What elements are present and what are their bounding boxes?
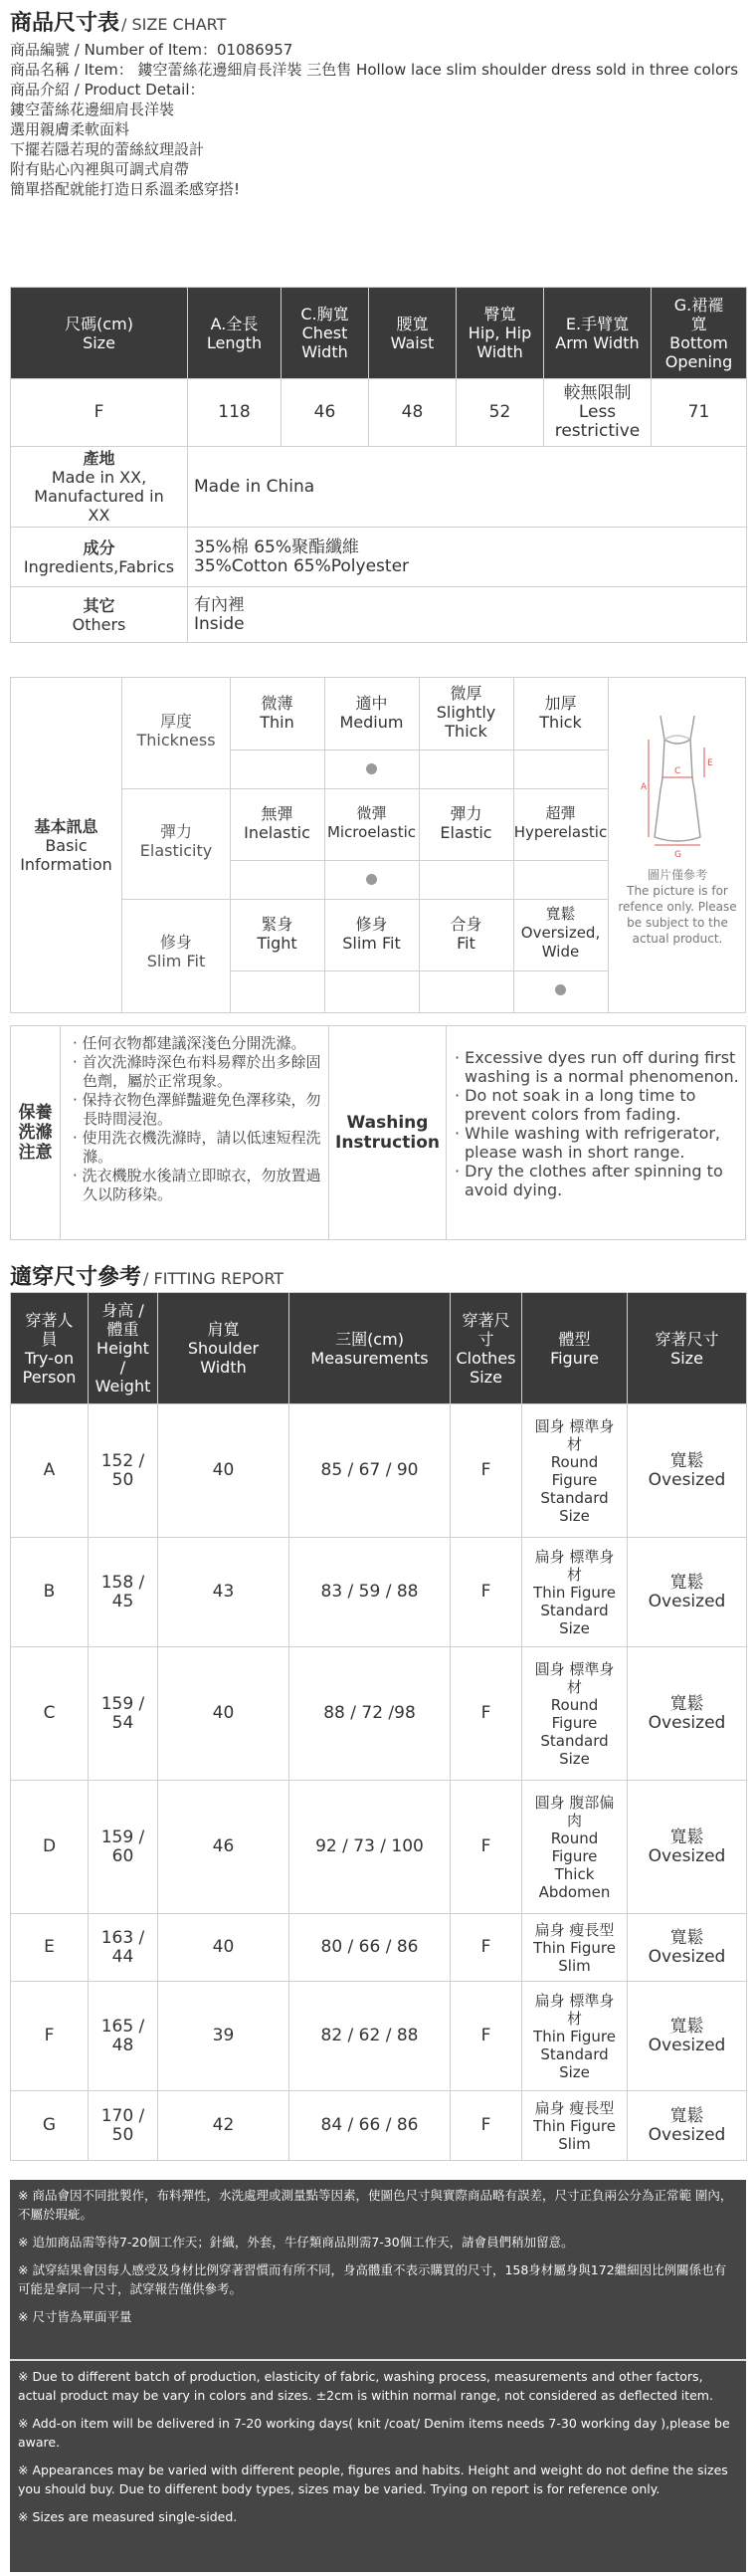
try-on-person-header: 穿著人 員 Try-on Person bbox=[11, 1293, 89, 1404]
note-en: ※ Sizes are measured single-sided. bbox=[18, 2509, 238, 2524]
height-weight: 159 / 54 bbox=[89, 1647, 158, 1781]
thickness-option-thin: 微薄 Thin bbox=[260, 694, 294, 732]
origin-label: 產地 Made in XX, Manufactured in XX bbox=[11, 447, 188, 528]
fitting-row bbox=[11, 1647, 747, 1781]
fit-result: 寬鬆 Ovesized bbox=[628, 1781, 747, 1914]
elasticity-option-microelastic: 微彈 Microelastic bbox=[326, 804, 417, 841]
product-detail-line: 下擺若隱若現的蕾絲紋理設計 bbox=[10, 140, 205, 158]
fit-result: 寬鬆 Ovesized bbox=[628, 1538, 747, 1647]
measurements: 84 / 66 / 86 bbox=[289, 2091, 451, 2161]
fitting-title-en: / FITTING REPORT bbox=[143, 1269, 284, 1288]
fit-size-header: 穿著尺寸 Size bbox=[628, 1293, 747, 1404]
fit-result: 寬鬆 Ovesized bbox=[628, 2091, 747, 2161]
thickness-option-medium: 適中 Medium bbox=[339, 694, 404, 732]
fit-option-oversized: 寬鬆 Oversized, Wide bbox=[520, 905, 601, 961]
note-en: ※ Appearances may be varied with different people, figures and habits. Height and weight do not define the sizes you should buy. Due to different body types, sizes may be varied. Trying on report is for reference only. bbox=[18, 2463, 728, 2496]
fitting-row bbox=[11, 1404, 747, 1538]
fit-option-fit: 合身 Fit bbox=[450, 915, 482, 953]
fitting-title-zh: 適穿尺寸參考 bbox=[10, 1265, 142, 1290]
others-value: 有內裡 Inside bbox=[188, 587, 747, 643]
measurements-header: 三圍(cm) Measurements bbox=[289, 1293, 451, 1404]
basic-info-panel bbox=[10, 677, 746, 1013]
fit-result: 寬鬆 Ovesized bbox=[628, 1647, 747, 1781]
washing-instructions-zh bbox=[61, 1026, 329, 1239]
washing-item-zh: · 使用洗衣機洗滌時，請以低速短程洗滌。 bbox=[73, 1129, 321, 1166]
elasticity-selected-dot bbox=[366, 874, 377, 885]
waist-value: 48 bbox=[369, 379, 457, 447]
shoulder-width: 39 bbox=[158, 1982, 289, 2091]
thickness-option-slightly-thick: 微厚 Slightly Thick bbox=[436, 684, 496, 741]
product-detail-line: 鏤空蕾絲花邊細肩長洋裝 bbox=[10, 101, 175, 118]
washing-label-en: Washing Instruction bbox=[329, 1026, 447, 1239]
fitting-row bbox=[11, 1781, 747, 1914]
person-name: G bbox=[11, 2091, 89, 2161]
fit-option-tight: 緊身 Tight bbox=[257, 915, 297, 953]
dress-diagram bbox=[608, 678, 745, 1012]
thickness-label: 厚度 Thickness bbox=[136, 712, 216, 750]
size-chart-title-en: / SIZE CHART bbox=[121, 15, 227, 34]
note-zh: ※ 試穿結果會因每人感受及身材比例穿著習慣而有所不同，身高體重不表示購買的尺寸，158身材屬身與172繼細因比例關係也有可能是拿同一尺寸，試穿報告僅供參考。 bbox=[18, 2262, 727, 2296]
height-weight: 163 / 44 bbox=[89, 1914, 158, 1982]
fitting-row bbox=[11, 1914, 747, 1982]
fitting-table bbox=[10, 1292, 747, 2161]
washing-item-zh: · 保持衣物色澤鮮豔避免色澤移染，勿長時間浸泡。 bbox=[73, 1091, 321, 1128]
size-chart-title bbox=[10, 6, 226, 37]
fitting-row bbox=[11, 1538, 747, 1647]
washing-item-en: · While washing with refrigerator, please wash in short range. bbox=[455, 1124, 721, 1162]
dress-outline-icon bbox=[609, 678, 746, 867]
measurements: 88 / 72 /98 bbox=[289, 1647, 451, 1781]
svg-text:E: E bbox=[707, 758, 713, 768]
fit-result: 寬鬆 Ovesized bbox=[628, 1404, 747, 1538]
fit-option-slim: 修身 Slim Fit bbox=[342, 915, 401, 953]
product-detail-line: 選用親膚柔軟面料 bbox=[10, 120, 130, 138]
washing-item-en: · Do not soak in a long time to prevent colors from fading. bbox=[455, 1086, 696, 1124]
person-name: F bbox=[11, 1982, 89, 2091]
measurements: 92 / 73 / 100 bbox=[289, 1781, 451, 1914]
figure: 圓身 腹部偏 肉 Round Figure Thick Abdomen bbox=[522, 1781, 628, 1914]
figure: 圓身 標準身 材 Round Figure Standard Size bbox=[522, 1647, 628, 1781]
product-detail-line: 簡單搭配就能打造日系溫柔感穿搭! bbox=[10, 180, 241, 198]
height-weight: 170 / 50 bbox=[89, 2091, 158, 2161]
fit-result: 寬鬆 Ovesized bbox=[628, 1914, 747, 1982]
clothes-size: F bbox=[451, 2091, 522, 2161]
product-info bbox=[10, 40, 746, 199]
elasticity-option-hyperelastic: 超彈 Hyperelastic bbox=[513, 804, 608, 841]
size-row bbox=[11, 379, 747, 447]
arm-value: 較無限制 Less restrictive bbox=[544, 379, 652, 447]
measurements: 83 / 59 / 88 bbox=[289, 1538, 451, 1647]
height-weight: 159 / 60 bbox=[89, 1781, 158, 1914]
size-value: F bbox=[11, 379, 188, 447]
fitting-table-header bbox=[11, 1293, 747, 1404]
person-name: B bbox=[11, 1538, 89, 1647]
picture-reference-note: 圖片僅參考 The picture is for refence only. Please be subject to the actual product. bbox=[618, 868, 737, 946]
ingredients-row bbox=[11, 528, 747, 587]
washing-item-zh: · 洗衣機脫水後請立即晾衣，勿放置過久以防移染。 bbox=[73, 1167, 321, 1203]
others-label: 其它 Others bbox=[11, 587, 188, 643]
note-zh: ※ 尺寸皆為單面平量 bbox=[18, 2309, 132, 2324]
notes-zh bbox=[10, 2180, 746, 2359]
others-row bbox=[11, 587, 747, 643]
size-header: 尺碼(cm) Size bbox=[11, 288, 188, 379]
shoulder-width-header: 肩寬 Shoulder Width bbox=[158, 1293, 289, 1404]
clothes-size: F bbox=[451, 1647, 522, 1781]
thickness-selected-dot bbox=[366, 763, 377, 774]
size-table bbox=[10, 287, 747, 643]
measurements: 82 / 62 / 88 bbox=[289, 1982, 451, 2091]
origin-value: Made in China bbox=[188, 447, 747, 528]
notes-en bbox=[10, 2361, 746, 2572]
person-name: D bbox=[11, 1781, 89, 1914]
height-weight: 158 / 45 bbox=[89, 1538, 158, 1647]
note-en: ※ Due to different batch of production, elasticity of fabric, washing process, measurements and other factors, actual product may be vary in colors and sizes. ±2cm is within normal range, not considered as deflected item. bbox=[18, 2369, 713, 2403]
washing-label-zh: 保養 洗滌 注意 bbox=[11, 1026, 61, 1239]
note-zh: ※ 追加商品需等待7-20個工作天；針織，外套，牛仔類商品則需7-30個工作天，請會員們稍加留意。 bbox=[18, 2235, 574, 2250]
item-name: 商品名稱 / Item： 鏤空蕾絲花邊細肩長洋裝 三色售 Hollow lace slim shoulder dress sold in three colors bbox=[10, 61, 739, 79]
clothes-size: F bbox=[451, 1781, 522, 1914]
ingredients-label: 成分 Ingredients,Fabrics bbox=[11, 528, 188, 587]
thickness-option-thick: 加厚 Thick bbox=[539, 694, 582, 732]
elasticity-option-inelastic: 無彈 Inelastic bbox=[244, 804, 310, 842]
size-table-header bbox=[11, 288, 747, 379]
hip-value: 52 bbox=[457, 379, 544, 447]
fitting-row bbox=[11, 2091, 747, 2161]
fit-label: 修身 Slim Fit bbox=[146, 933, 206, 970]
elasticity-label: 彈力 Elasticity bbox=[139, 822, 213, 860]
height-weight-header: 身高 / 體重 Height / Weight bbox=[89, 1293, 158, 1404]
note-en: ※ Add-on item will be delivered in 7-20 working days( knit /coat/ Denim items needs 7-30 working day ),please be aware. bbox=[18, 2416, 730, 2450]
bottom-header: G.裙襬 寬 Bottom Opening bbox=[652, 288, 747, 379]
person-name: E bbox=[11, 1914, 89, 1982]
washing-item-zh: · 首次洗滌時深色布料易釋於出多餘固色劑，屬於正常現象。 bbox=[73, 1053, 321, 1090]
shoulder-width: 42 bbox=[158, 2091, 289, 2161]
product-detail-line: 附有貼心內裡與可調式肩帶 bbox=[10, 160, 190, 178]
figure: 扁身 瘦長型 Thin Figure Slim bbox=[522, 2091, 628, 2161]
product-detail-heading: 商品介紹 / Product Detail： bbox=[10, 81, 205, 99]
washing-panel bbox=[10, 1025, 746, 1240]
hip-header: 臀寬 Hip, Hip Width bbox=[457, 288, 544, 379]
fit-selected-dot bbox=[555, 984, 566, 995]
item-number: 商品編號 / Number of Item：01086957 bbox=[10, 41, 293, 59]
fitting-row bbox=[11, 1982, 747, 2091]
figure: 扁身 標準身 材 Thin Figure Standard Size bbox=[522, 1982, 628, 2091]
bottom-value: 71 bbox=[652, 379, 747, 447]
length-value: 118 bbox=[188, 379, 282, 447]
figure: 圓身 標準身 材 Round Figure Standard Size bbox=[522, 1404, 628, 1538]
arm-header: E.手臂寬 Arm Width bbox=[544, 288, 652, 379]
fitting-report-title bbox=[10, 1260, 284, 1291]
waist-header: 腰寬 Waist bbox=[369, 288, 457, 379]
note-zh: ※ 商品會因不同批製作，布料彈性，水洗處理或測量點等因素，使圖色尺寸與實際商品略有誤差，尺寸正負兩公分為正常範 圍內，不屬於瑕疵。 bbox=[18, 2188, 733, 2222]
shoulder-width: 40 bbox=[158, 1914, 289, 1982]
figure-header: 體型 Figure bbox=[522, 1293, 628, 1404]
washing-instructions-en bbox=[447, 1026, 745, 1239]
chest-header: C.胸寬 Chest Width bbox=[282, 288, 369, 379]
origin-row bbox=[11, 447, 747, 528]
ingredients-value: 35%棉 65%聚酯纖維 35%Cotton 65%Polyester bbox=[188, 528, 747, 587]
clothes-size-header: 穿著尺 寸 Clothes Size bbox=[451, 1293, 522, 1404]
elasticity-option-elastic: 彈力 Elastic bbox=[440, 804, 492, 842]
shoulder-width: 40 bbox=[158, 1647, 289, 1781]
chest-value: 46 bbox=[282, 379, 369, 447]
svg-text:G: G bbox=[674, 850, 681, 860]
washing-item-en: · Excessive dyes run off during first washing is a normal phenomenon. bbox=[455, 1048, 739, 1086]
basic-info-label: 基本訊息 Basic Information bbox=[11, 678, 122, 1012]
washing-item-zh: · 任何衣物都建議深淺色分開洗滌。 bbox=[73, 1034, 306, 1052]
clothes-size: F bbox=[451, 1914, 522, 1982]
measurements: 80 / 66 / 86 bbox=[289, 1914, 451, 1982]
height-weight: 165 / 48 bbox=[89, 1982, 158, 2091]
size-chart-title-zh: 商品尺寸表 bbox=[10, 11, 120, 36]
clothes-size: F bbox=[451, 1538, 522, 1647]
clothes-size: F bbox=[451, 1982, 522, 2091]
figure: 扁身 瘦長型 Thin Figure Slim bbox=[522, 1914, 628, 1982]
svg-text:C: C bbox=[674, 766, 681, 776]
shoulder-width: 40 bbox=[158, 1404, 289, 1538]
washing-item-en: · Dry the clothes after spinning to avoid dying. bbox=[455, 1162, 723, 1199]
person-name: C bbox=[11, 1647, 89, 1781]
length-header: A.全長 Length bbox=[188, 288, 282, 379]
svg-text:A: A bbox=[641, 782, 648, 792]
height-weight: 152 / 50 bbox=[89, 1404, 158, 1538]
measurements: 85 / 67 / 90 bbox=[289, 1404, 451, 1538]
figure: 扁身 標準身 材 Thin Figure Standard Size bbox=[522, 1538, 628, 1647]
shoulder-width: 46 bbox=[158, 1781, 289, 1914]
shoulder-width: 43 bbox=[158, 1538, 289, 1647]
clothes-size: F bbox=[451, 1404, 522, 1538]
person-name: A bbox=[11, 1404, 89, 1538]
fit-result: 寬鬆 Ovesized bbox=[628, 1982, 747, 2091]
